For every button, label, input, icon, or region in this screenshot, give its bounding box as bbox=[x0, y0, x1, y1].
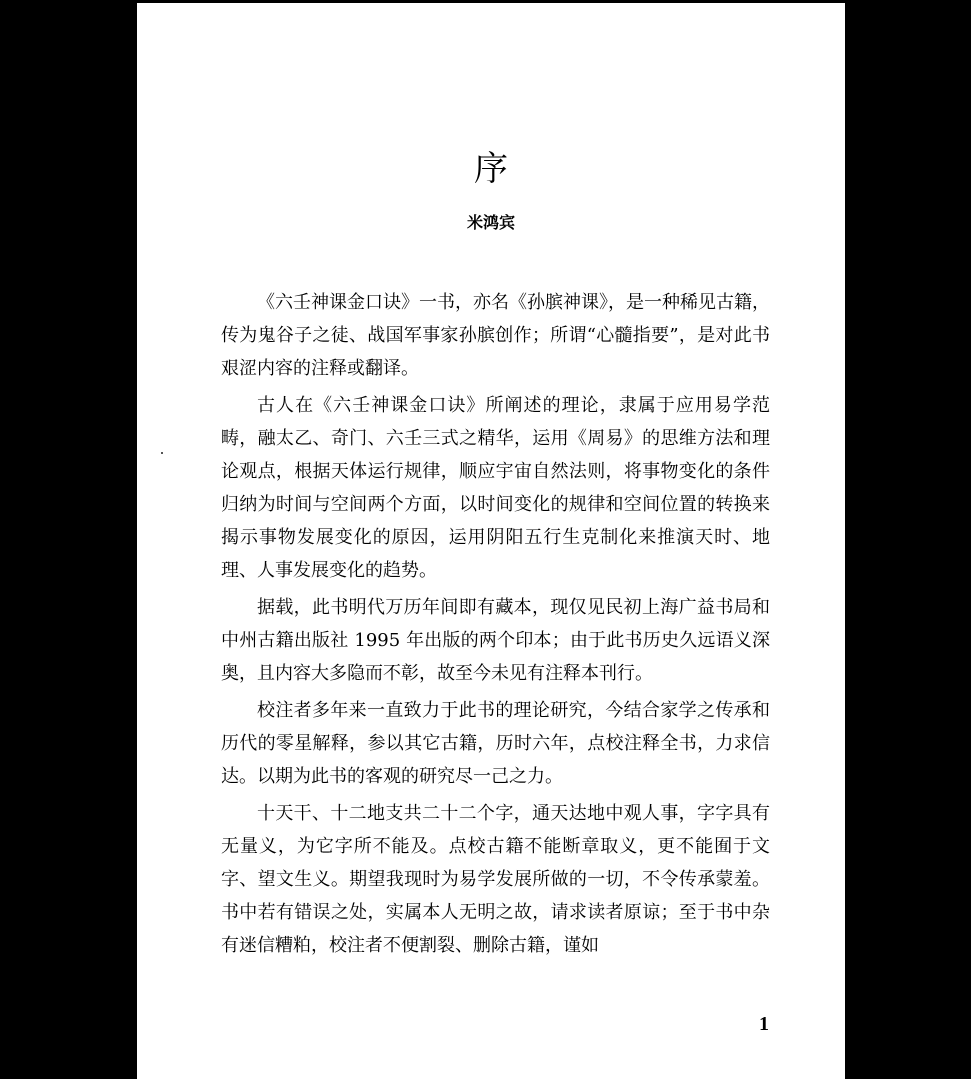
page-number: 1 bbox=[759, 1013, 769, 1035]
paragraph-2: 古人在《六壬神课金口诀》所阐述的理论，隶属于应用易学范畴，融太乙、奇门、六壬三式之精华，运用《周易》的思维方法和理论观点，根据天体运行规律，顺应宇宙自然法则，将事物变化的条件归纳为时间与空间两个方面，以时间变化的规律和空间位置的转换来揭示事物发展变化的原因，运用阴阳五行生克制化来推演天时、地理、人事发展变化的趋势。 bbox=[221, 395, 770, 581]
scan-speck bbox=[161, 452, 163, 454]
paragraph-3: 据载，此书明代万历年间即有藏本，现仅见民初上海广益书局和中州古籍出版社 1995 年出版的两个印本；由于此书历史久远语义深奥，且内容大多隐而不彰，故至今未见有注释本刊行。 bbox=[221, 597, 770, 684]
paragraph-4: 校注者多年来一直致力于此书的理论研究，今结合家学之传承和历代的零星解释，参以其它古籍，历时六年，点校注释全书，力求信达。以期为此书的客观的研究尽一己之力。 bbox=[221, 700, 770, 787]
paragraph-5: 十天干、十二地支共二十二个字，通天达地中观人事，字字具有无量义，为它字所不能及。点校古籍不能断章取义，更不能囿于文字、望文生义。期望我现时为易学发展所做的一切，不令传承蒙羞。书中若有错误之处，实属本人无明之故，请求读者原谅；至于书中杂有迷信糟粕，校注者不便割裂、删除古籍，谨如 bbox=[221, 803, 770, 956]
paragraph-1: 《六壬神课金口诀》一书，亦名《孙膑神课》，是一种稀见古籍，传为鬼谷子之徒、战国军事家孙膑创作；所谓“心髓指要”，是对此书艰涩内容的注释或翻译。 bbox=[221, 292, 770, 379]
page-title: 序 bbox=[474, 149, 508, 189]
author-name: 米鸿宾 bbox=[466, 213, 515, 232]
body-text bbox=[221, 286, 770, 966]
document-page bbox=[137, 3, 845, 1079]
